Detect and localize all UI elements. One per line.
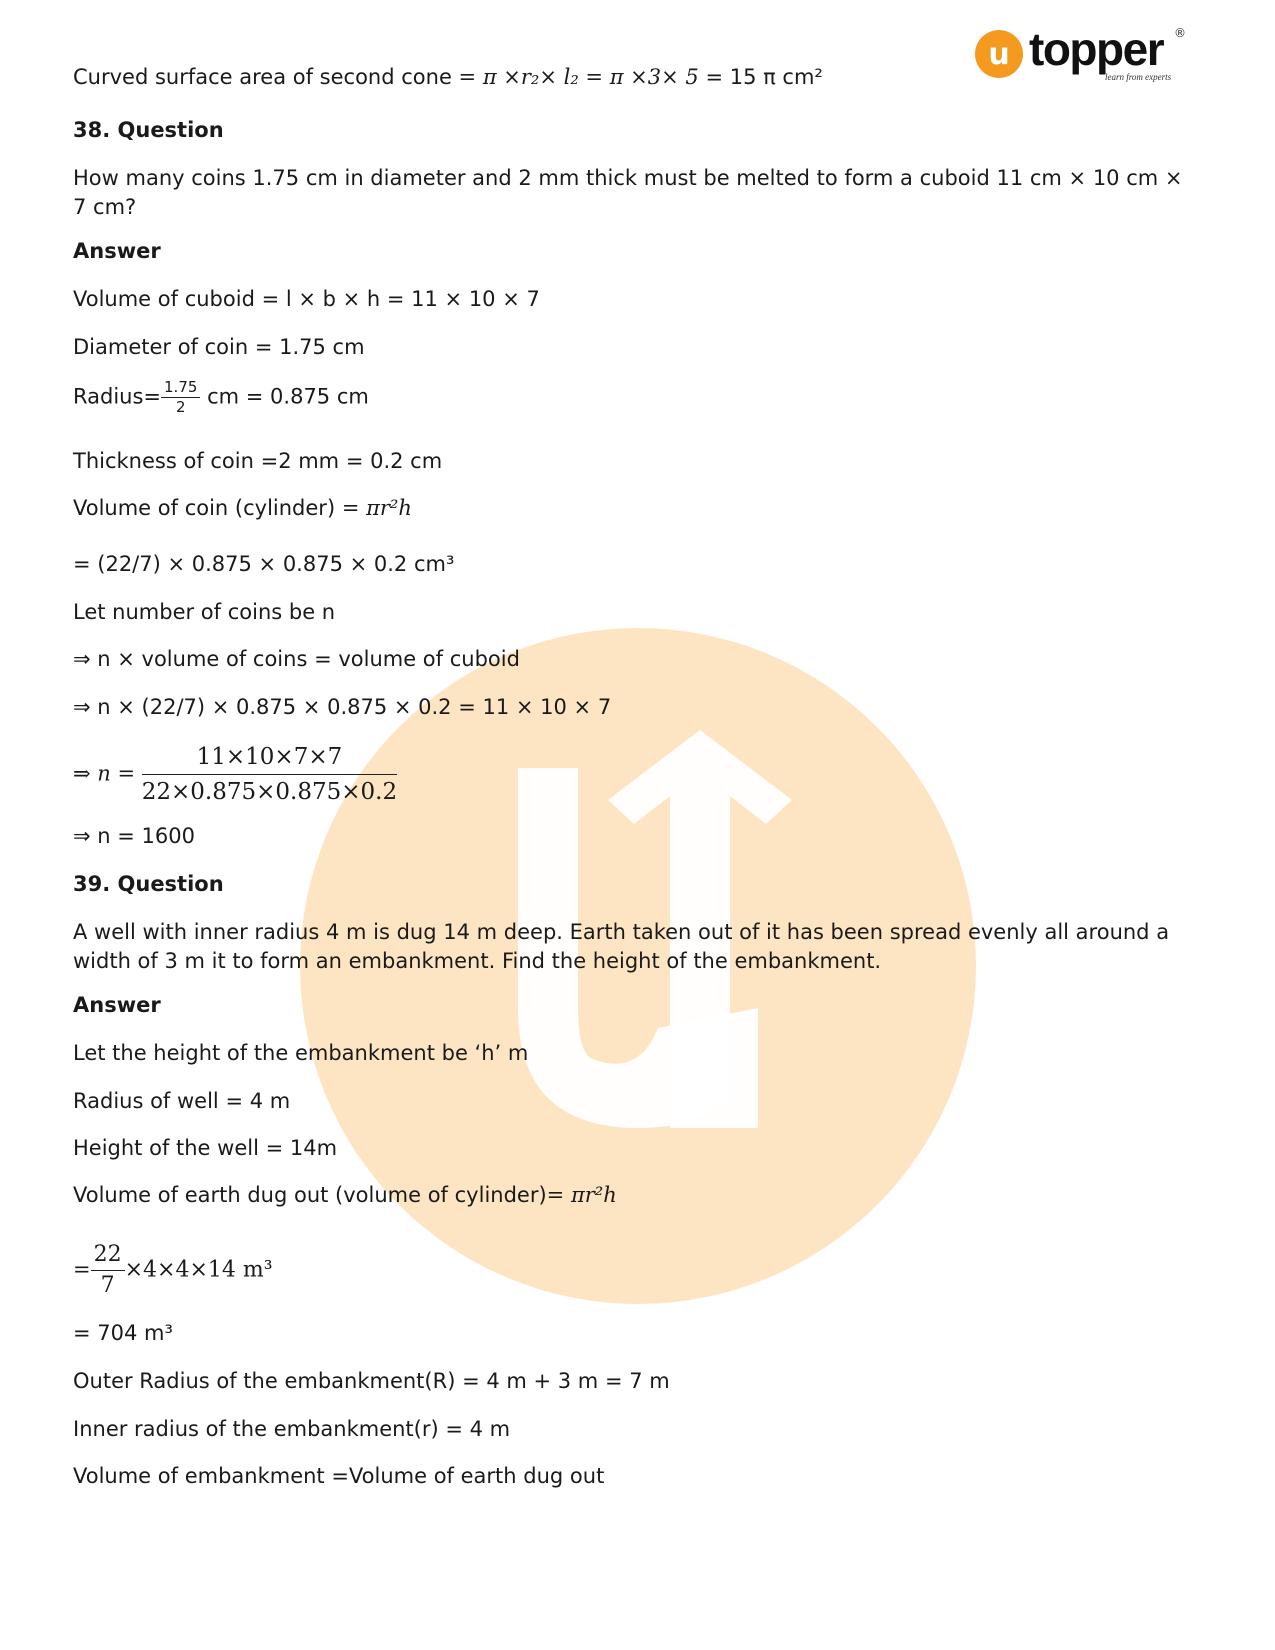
embankment-height-line: Let the height of the embankment be ‘h’ m [73,1041,529,1065]
coin-thickness-line: Thickness of coin =2 mm = 0.2 cm [73,449,443,473]
twenty-two-sevenths-fraction [91,1240,125,1301]
earth-volume-calc-rest: ×4×4×14 m³ [124,1257,273,1283]
earth-volume-calc-line [73,1240,273,1301]
coin-volume-line [73,494,412,523]
radius-fraction [161,378,200,417]
question-38-text: How many coins 1.75 cm in diameter and 2 mm thick must be melted to form a cuboid 11 cm × 10 cm × 7 cm? [73,166,1183,219]
inner-radius-line: Inner radius of the embankment(r) = 4 m [73,1417,511,1441]
logo-registered-mark: ® [1174,26,1186,40]
coin-count-variable-line: Let number of coins be n [73,600,336,624]
radius-fraction-numerator: 1.75 [161,378,200,398]
question-38-heading: 38. Question [73,118,224,142]
cone-surface-area-result: = 15 π cm² [698,65,823,89]
radius-line [73,378,369,417]
fraction-denominator: 7 [100,1273,115,1298]
question-39-heading: 39. Question [73,872,224,896]
logo-tagline: learn from experts [1105,72,1172,82]
cone-surface-area-line [73,63,823,92]
radius-fraction-denominator: 2 [175,398,186,416]
earth-volume-line [73,1181,617,1210]
cone-surface-area-label: Curved surface area of second cone [73,65,459,89]
answer-38-heading: Answer [73,239,161,263]
n-fraction [142,740,397,809]
earth-volume-formula: = πr²h [546,1183,617,1207]
coin-diameter-line: Diameter of coin = 1.75 cm [73,335,365,359]
logo-wordmark: topper [1029,23,1164,75]
logo-u-icon: u [975,30,1023,78]
coin-volume-calc-line: = (22/7) × 0.875 × 0.875 × 0.2 cm³ [73,552,455,576]
outer-radius-line: Outer Radius of the embankment(R) = 4 m + 3 m = 7 m [73,1369,670,1393]
earth-volume-equals: = [73,1257,91,1282]
n-fraction-denominator: 22×0.875×0.875×0.2 [141,779,398,805]
well-radius-line: Radius of well = 4 m [73,1089,291,1113]
question-39-text: A well with inner radius 4 m is dug 14 m deep. Earth taken out of it has been spread evenly all around a width of 3 m it to form an embankment. Find the height of the embankment. [73,920,1170,973]
fraction-numerator: 22 [91,1240,125,1271]
cone-surface-area-formula: = π ×r₂× l₂ = π ×3× 5 [458,65,699,89]
earth-volume-result-line: = 704 m³ [73,1321,173,1345]
topper-logo[interactable] [975,23,1186,88]
earth-volume-label: Volume of earth dug out (volume of cylinder) [73,1183,547,1207]
n-fraction-numerator: 11×10×7×7 [142,740,397,775]
volume-substitution-line: ⇒ n × (22/7) × 0.875 × 0.875 × 0.2 = 11 × 10 × 7 [73,695,612,719]
embankment-volume-line: Volume of embankment =Volume of earth dug out [73,1464,605,1488]
radius-label: Radius= [73,384,162,409]
coin-volume-label: Volume of coin (cylinder) [73,496,342,520]
well-height-line: Height of the well = 14m [73,1136,338,1160]
n-equals-label: ⇒ n = [73,761,136,786]
radius-value: cm = 0.875 cm [200,384,369,409]
cuboid-volume-line: Volume of cuboid = l × b × h = 11 × 10 × 7 [73,287,540,311]
volume-equation-line: ⇒ n × volume of coins = volume of cuboid [73,647,520,671]
n-fraction-line [73,740,397,809]
n-result-line: ⇒ n = 1600 [73,824,195,848]
answer-39-heading: Answer [73,993,161,1017]
coin-volume-formula: = πr²h [341,496,412,520]
